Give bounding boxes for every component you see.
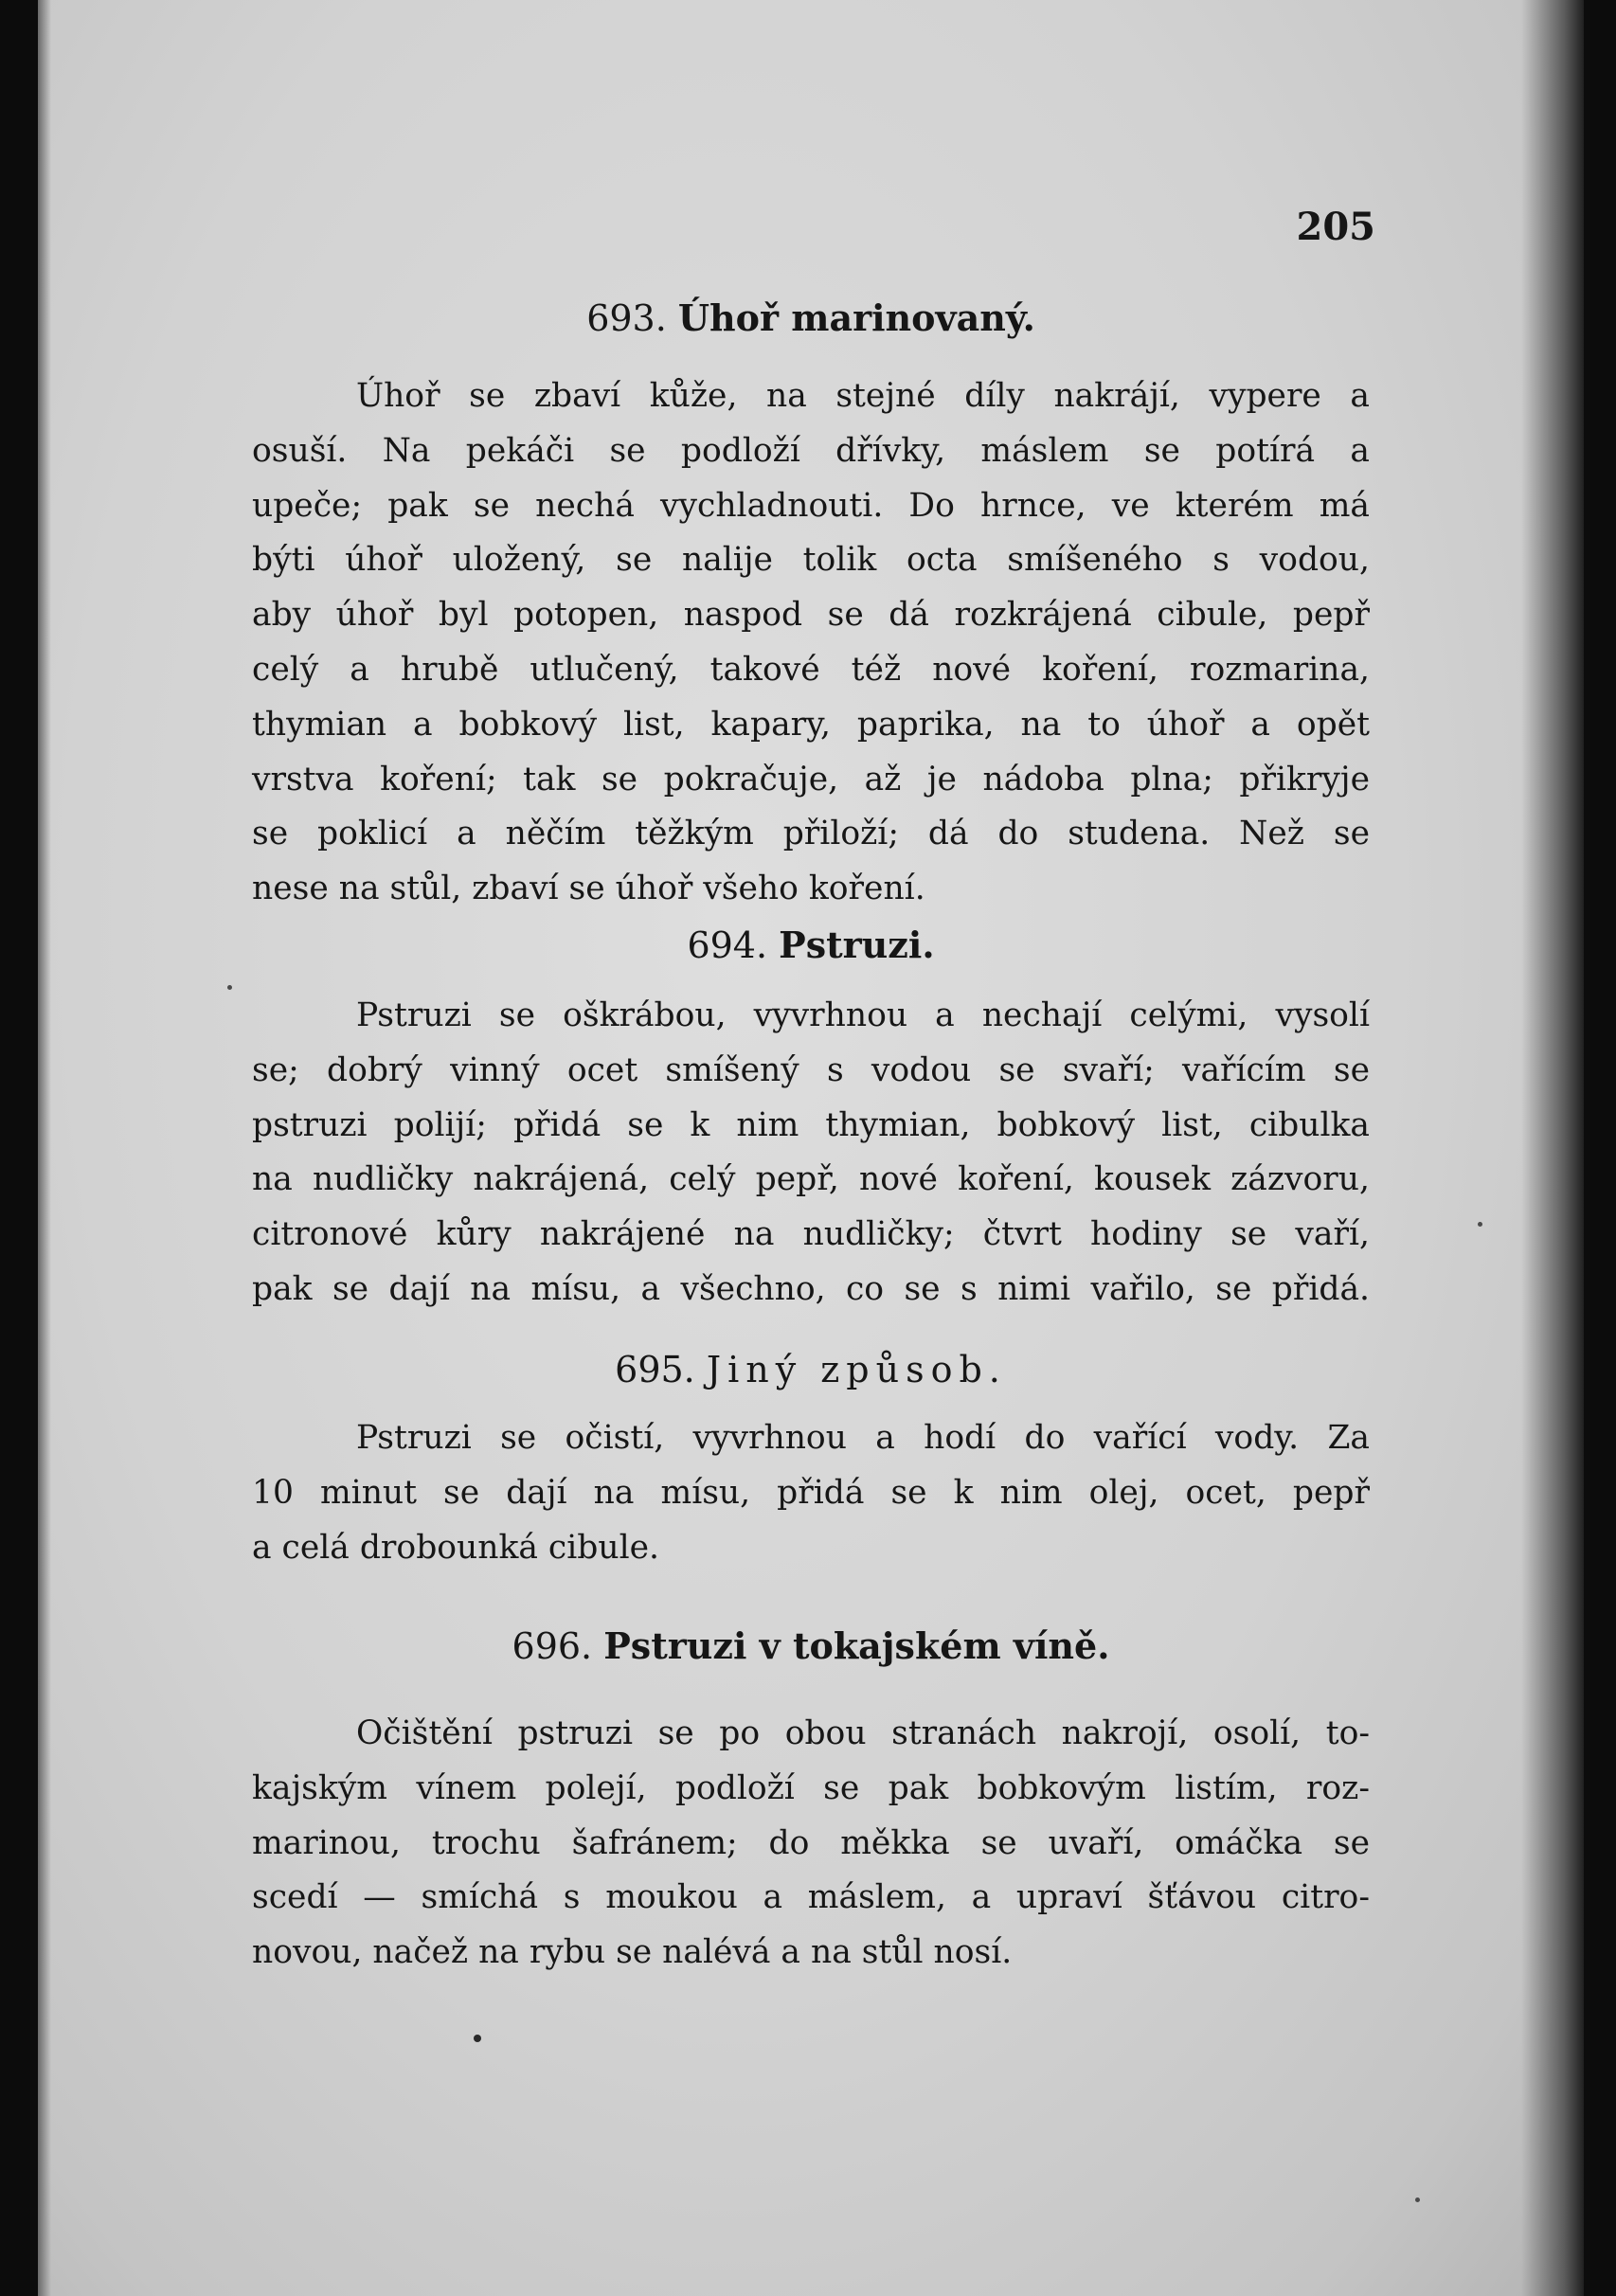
text-line: kajským vínem polejí, podloží se pak bobkovým listím, roz- (252, 1768, 1370, 1807)
text-line: Pstruzi se oškrábou, vyvrhnou a nechají celými, vysolí (356, 996, 1370, 1034)
recipe-number: 693. (586, 297, 667, 339)
recipe-heading-696 (252, 1620, 1370, 1673)
recipe-title: Pstruzi. (779, 924, 935, 966)
ink-speck (474, 2035, 481, 2042)
text-line: vrstva koření; tak se pokračuje, až je nádoba plna; přikryje (252, 760, 1370, 798)
ink-speck (1415, 2197, 1420, 2202)
text-line: na nudličky nakrájená, celý pepř, nové koření, kousek zázvoru, (252, 1160, 1370, 1199)
recipe-number: 695. (615, 1349, 695, 1390)
text-line: Úhoř se zbaví kůže, na stejné díly nakrájí, vypere a (356, 377, 1370, 415)
recipe-heading-694 (252, 919, 1370, 972)
page-number: 205 (1296, 205, 1375, 249)
recipe-text-696 (252, 1707, 1370, 1981)
text-line: citronové kůry nakrájené na nudličky; čtvrt hodiny se vaří, (252, 1215, 1370, 1254)
text-line: se poklicí a něčím těžkým přiloží; dá do studena. Než se (252, 815, 1370, 853)
recipe-number: 696. (512, 1625, 593, 1667)
ink-speck (1478, 1222, 1482, 1227)
recipe-text-695 (252, 1411, 1370, 1575)
recipe-heading-693 (252, 292, 1370, 345)
recipe-heading-695 (252, 1343, 1370, 1396)
text-line: býti úhoř uložený, se nalije tolik octa smíšeného s vodou, (252, 541, 1370, 580)
text-line: Očištění pstruzi se po obou stranách nakrojí, osolí, to- (356, 1714, 1370, 1752)
text-line: novou, načež na rybu se nalévá a na stůl nosí. (252, 1933, 1013, 1972)
recipe-number: 694. (687, 924, 768, 966)
text-line: marinou, trochu šafránem; do měkka se uvaří, omáčka se (252, 1823, 1370, 1862)
recipe-text-693 (252, 369, 1370, 917)
recipe-title: Jiný způsob. (706, 1349, 1007, 1390)
text-line: thymian a bobkový list, kapary, paprika, na to úhoř a opět (252, 705, 1370, 744)
text-line: scedí — smíchá s moukou a máslem, a upraví šťávou citro- (252, 1878, 1370, 1917)
ink-speck (227, 985, 232, 990)
text-line: a celá drobounká cibule. (252, 1528, 660, 1567)
recipe-text-694 (252, 989, 1370, 1318)
text-line: Pstruzi se očistí, vyvrhnou a hodí do vařící vody. Za (356, 1419, 1370, 1457)
text-line: se; dobrý vinný ocet smíšený s vodou se svaří; vařícím se (252, 1050, 1370, 1089)
text-line: pak se dají na mísu, a všechno, co se s nimi vařilo, se přidá. (252, 1269, 1370, 1308)
text-line: nese na stůl, zbaví se úhoř všeho koření. (252, 870, 925, 908)
text-line: osuší. Na pekáči se podloží dřívky, máslem se potírá a (252, 431, 1370, 470)
recipe-title: Pstruzi v tokajském víně. (603, 1624, 1110, 1667)
text-line: upeče; pak se nechá vychladnouti. Do hrnce, ve kterém má (252, 486, 1370, 525)
text-line: 10 minut se dají na mísu, přidá se k nim olej, ocet, pepř (252, 1473, 1370, 1512)
text-line: pstruzi polijí; přidá se k nim thymian, bobkový list, cibulka (252, 1105, 1370, 1144)
text-line: aby úhoř byl potopen, naspod se dá rozkrájená cibule, pepř (252, 596, 1370, 635)
text-line: celý a hrubě utlučený, takové též nové koření, rozmarina, (252, 650, 1370, 689)
recipe-title: Úhoř marinovaný. (677, 296, 1035, 339)
